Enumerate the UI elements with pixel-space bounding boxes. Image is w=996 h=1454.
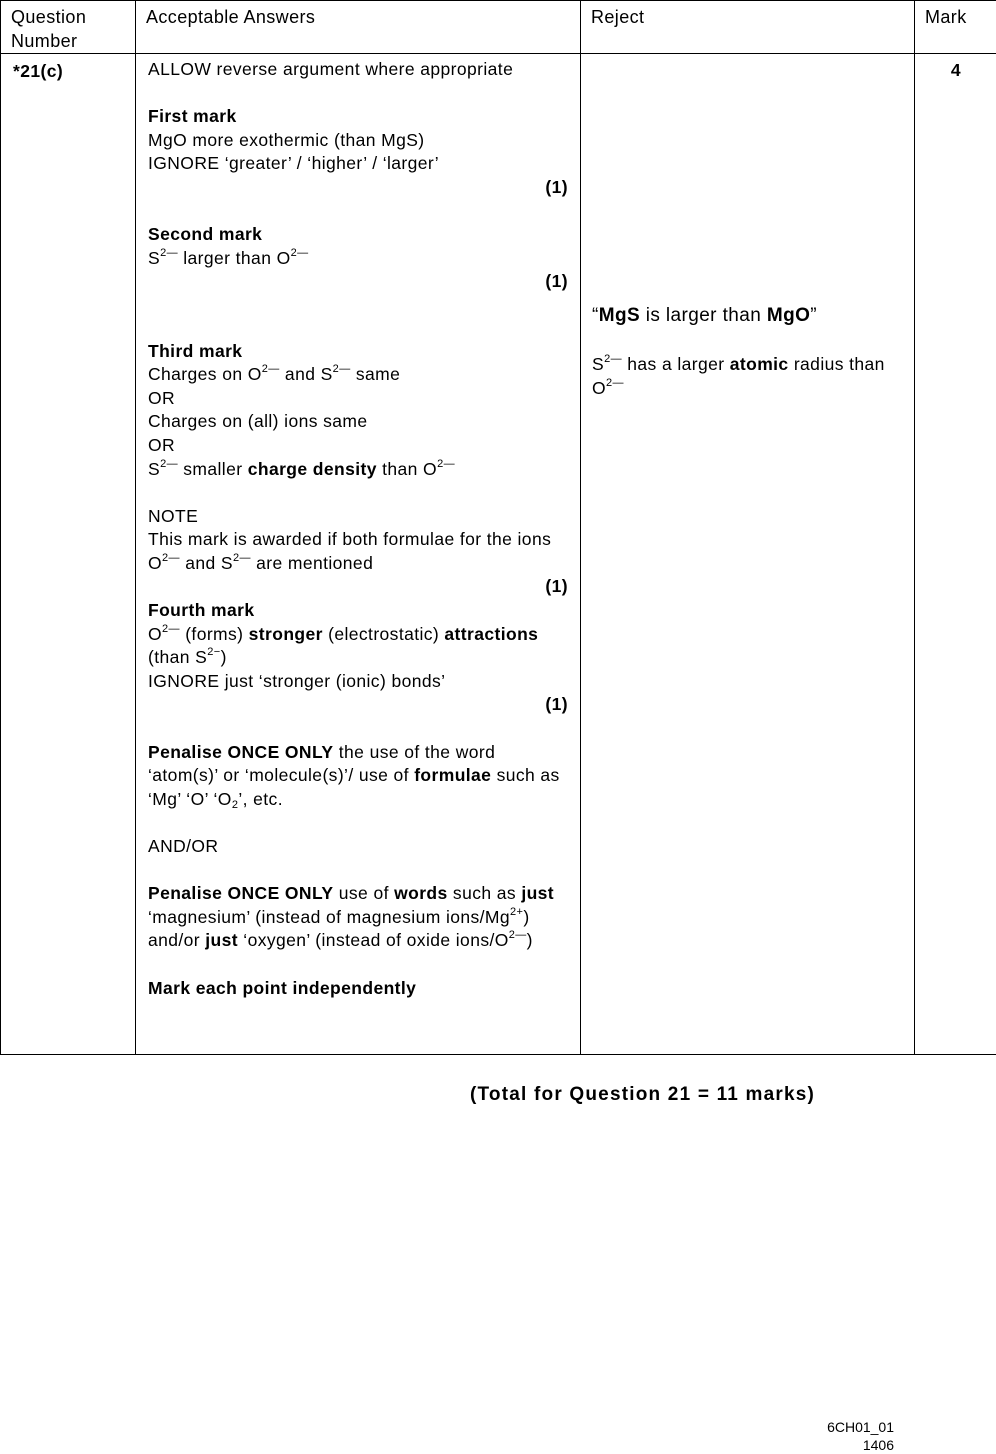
question-number-cell (1, 54, 136, 1055)
independent-note: Mark each point independently (148, 977, 417, 998)
reject-item-1: “MgS is larger than MgO” (592, 305, 817, 326)
question-mark: 4 (950, 60, 962, 80)
third-mark-title: Third mark (148, 340, 243, 361)
paper-code: 6CH01_01 (827, 1419, 894, 1435)
mark-cell (915, 54, 996, 1055)
header-acceptable-answers: Acceptable Answers (136, 1, 581, 54)
note-label: NOTE (148, 505, 199, 526)
mark-value: (1) (545, 176, 568, 197)
reject-cell (581, 54, 915, 1055)
page-number: 1406 (862, 1437, 894, 1453)
reject-item-2: $S^{2—}$ has a larger atomic radius than $O^{2—}$ (592, 353, 885, 398)
page-footer (827, 1418, 894, 1454)
header-mark: Mark (915, 1, 996, 54)
header-question-number: Question Number (1, 1, 136, 54)
second-mark-title: Second mark (148, 224, 263, 245)
fourth-mark-title: Fourth mark (148, 600, 255, 621)
mark-value: (1) (545, 694, 568, 715)
mark-value: (1) (545, 576, 568, 597)
question-total: (Total for Question 21 = 11 marks) (470, 1084, 816, 1105)
mark-value: (1) (545, 271, 568, 292)
allow-note: ALLOW reverse argument where appropriate (148, 59, 514, 79)
first-mark-title: First mark (148, 106, 237, 127)
acceptable-answers-cell: ALLOW reverse argument where appropriate First mark MgO more exothermic (than MgS) IGNORE ‘greater’ / ‘higher’ / ‘larger’ (1) Second mark $S^{2—}$ larger than $O^{2—}$ (1) Third mark Charges on $O^{2—}$ and $S^{2—}$ same OR Charges on (all) ions same OR $S^{2—}$ smaller charge density than $O^{2—}$ NOTE This mark is awarded if both formulae for the ions $O^{2—}$ and $S^{2—}$ are mentioned (1) Fourth mark $O^{2—}$ (forms) stronger (electrostatic) attractions (than $S^{2-}$) IGNORE just ‘stronger (ionic) bonds’ (1) Penalise ONCE ONLY the use of the word ‘atom(s)’ or ‘molecule(s)’/ use of formulae such as ‘Mg’ ‘O’ ‘$O_2$’, etc. AND/OR Penalise ONCE ONLY use of words such as just ‘magnesium’ (instead of magnesium ions/$Mg^{2+}$) and/or just ‘oxygen’ (instead of oxide ions/$O^{2—}$) Mark each point independently (136, 54, 581, 1055)
question-number: *21(c) (13, 61, 64, 81)
header-reject: Reject (581, 1, 915, 54)
